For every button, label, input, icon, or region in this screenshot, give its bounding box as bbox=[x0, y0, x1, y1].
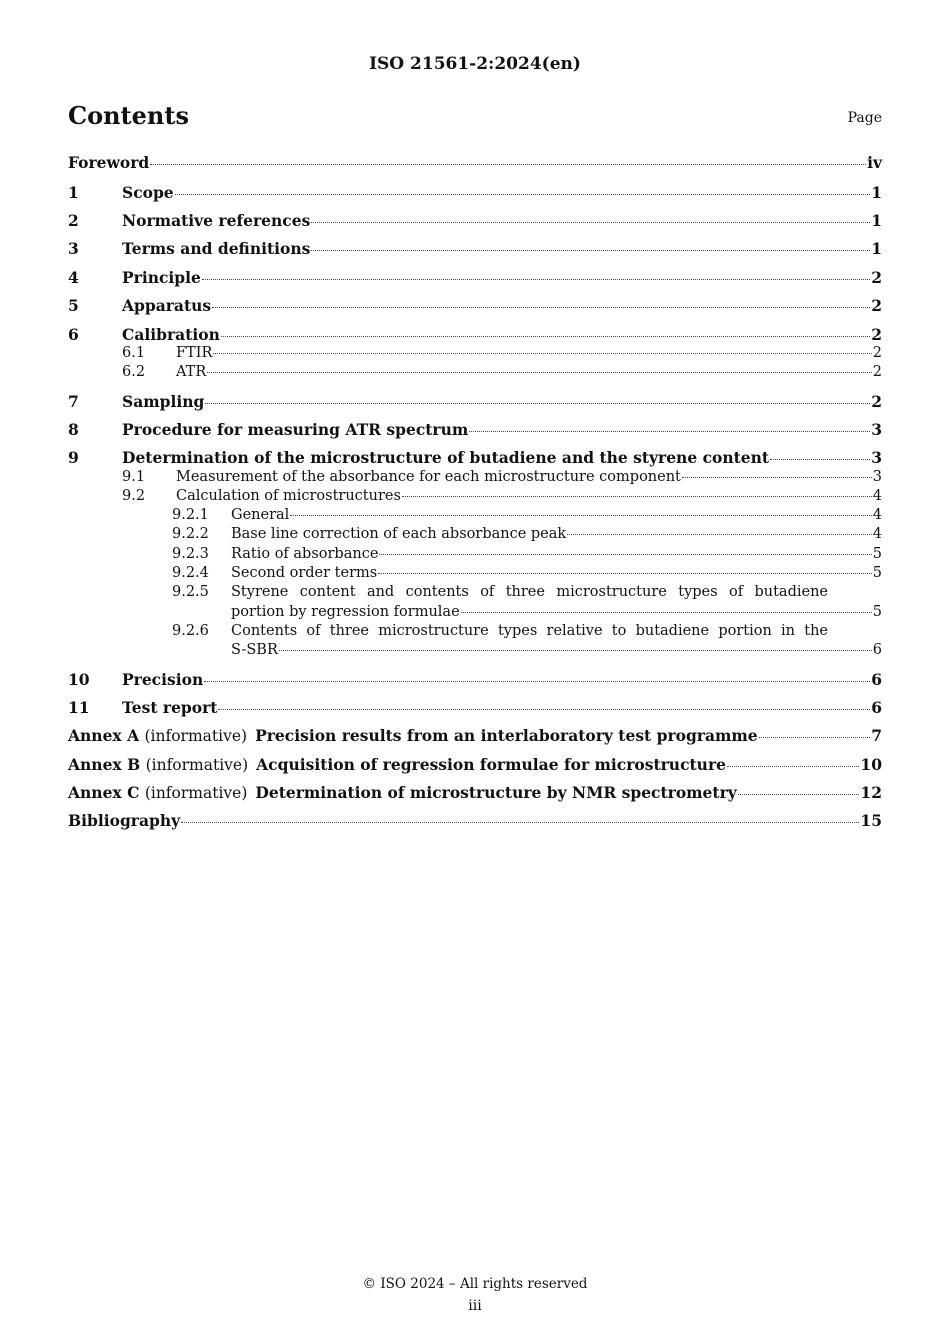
toc-number: 6.1 bbox=[122, 345, 146, 361]
toc-entry-bibliography[interactable] bbox=[68, 811, 882, 830]
toc-page: 4 bbox=[872, 526, 882, 542]
toc-number: 9.2 bbox=[122, 488, 146, 504]
toc-page: 5 bbox=[872, 565, 882, 581]
toc-title: Bibliography bbox=[68, 811, 181, 830]
toc-title: S-SBR bbox=[231, 642, 278, 658]
toc-entry-measurement-absorbance[interactable] bbox=[68, 469, 882, 485]
dot-leader bbox=[682, 477, 872, 478]
dot-leader bbox=[290, 515, 871, 516]
toc-page: 10 bbox=[860, 755, 882, 774]
toc-page: 1 bbox=[871, 183, 882, 202]
toc-entry-base-line-correction[interactable] bbox=[68, 526, 882, 542]
toc-entry-annex-c[interactable] bbox=[68, 783, 882, 802]
dot-leader bbox=[218, 709, 870, 710]
toc-entry-annex-a[interactable] bbox=[68, 726, 882, 745]
toc-page: 4 bbox=[872, 507, 882, 523]
toc-number: 2 bbox=[68, 211, 79, 230]
contents-title: Contents bbox=[68, 101, 189, 130]
dot-leader bbox=[759, 737, 871, 738]
toc-page: 6 bbox=[871, 698, 882, 717]
document-id-header: ISO 21561-2:2024(en) bbox=[369, 54, 581, 74]
toc-number: 6 bbox=[68, 325, 79, 344]
page-column-label: Page bbox=[847, 110, 882, 126]
dot-leader bbox=[469, 431, 870, 432]
dot-leader bbox=[175, 194, 871, 195]
toc-title: Precision results from an interlaboratory test programme bbox=[255, 726, 758, 745]
toc-page: 2 bbox=[872, 345, 882, 361]
toc-title: Terms and definitions bbox=[122, 239, 311, 258]
toc-page: 3 bbox=[871, 448, 882, 467]
annex-label: Annex C bbox=[68, 783, 140, 802]
toc-page: 2 bbox=[871, 392, 882, 411]
toc-page: 5 bbox=[872, 604, 882, 620]
toc-entry-second-order-terms[interactable] bbox=[68, 565, 882, 581]
toc-number: 7 bbox=[68, 392, 79, 411]
toc-title: Scope bbox=[122, 183, 174, 202]
toc-entry-determination[interactable] bbox=[68, 448, 882, 467]
toc-title: Acquisition of regression formulae for microstructure bbox=[256, 755, 726, 774]
dot-leader bbox=[379, 554, 871, 555]
toc-title: Procedure for measuring ATR spectrum bbox=[122, 420, 469, 439]
toc-entry-apparatus[interactable] bbox=[68, 296, 882, 315]
toc-entry-calibration[interactable] bbox=[68, 325, 882, 344]
toc-entry-styrene-content-line2[interactable] bbox=[68, 604, 882, 620]
toc-number: 11 bbox=[68, 698, 90, 717]
toc-title: Apparatus bbox=[122, 296, 212, 315]
dot-leader bbox=[727, 766, 859, 767]
dot-leader bbox=[212, 307, 870, 308]
toc-page: 6 bbox=[871, 670, 882, 689]
toc-title: Calibration bbox=[122, 325, 220, 344]
toc-entry-ratio-absorbance[interactable] bbox=[68, 546, 882, 562]
toc-entry-test-report[interactable] bbox=[68, 698, 882, 717]
toc-entry-sampling[interactable] bbox=[68, 392, 882, 411]
toc-title: Test report bbox=[122, 698, 218, 717]
toc-number: 1 bbox=[68, 183, 79, 202]
toc-title: General bbox=[231, 507, 290, 523]
toc-title: Determination of the microstructure of butadiene and the styrene content bbox=[122, 448, 770, 467]
dot-leader bbox=[311, 250, 870, 251]
toc-number: 9.2.2 bbox=[172, 526, 209, 542]
dot-leader bbox=[402, 496, 872, 497]
toc-number: 9.2.6 bbox=[172, 623, 209, 639]
dot-leader bbox=[461, 612, 872, 613]
page-number: iii bbox=[468, 1298, 482, 1314]
toc-entry-terms-definitions[interactable] bbox=[68, 239, 882, 258]
dot-leader bbox=[207, 372, 871, 373]
toc-number: 10 bbox=[68, 670, 90, 689]
dot-leader bbox=[279, 650, 872, 651]
toc-number: 4 bbox=[68, 268, 79, 287]
dot-leader bbox=[213, 353, 871, 354]
toc-page: 2 bbox=[872, 364, 882, 380]
toc-entry-general[interactable] bbox=[68, 507, 882, 523]
toc-page: iv bbox=[867, 153, 882, 172]
toc-title: Base line correction of each absorbance peak bbox=[231, 526, 567, 542]
toc-entry-contents-microstructure-line2[interactable] bbox=[68, 642, 882, 658]
dot-leader bbox=[202, 279, 870, 280]
toc-entry-normative-references[interactable] bbox=[68, 211, 882, 230]
toc-entry-calculation[interactable] bbox=[68, 488, 882, 504]
toc-page: 2 bbox=[871, 325, 882, 344]
toc-entry-procedure[interactable] bbox=[68, 420, 882, 439]
toc-number: 9.2.5 bbox=[172, 584, 209, 600]
toc-number: 9 bbox=[68, 448, 79, 467]
toc-number: 3 bbox=[68, 239, 79, 258]
toc-number: 9.2.3 bbox=[172, 546, 209, 562]
copyright-footer: © ISO 2024 – All rights reserved bbox=[362, 1276, 588, 1292]
toc-title: Normative references bbox=[122, 211, 311, 230]
toc-entry-foreword[interactable] bbox=[68, 153, 882, 172]
toc-title-wrapped: Styrene content and contents of three microstructure types of butadiene bbox=[231, 584, 828, 600]
dot-leader bbox=[205, 403, 870, 404]
toc-title: Foreword bbox=[68, 153, 150, 172]
toc-number: 9.2.1 bbox=[172, 507, 209, 523]
toc-title: Determination of microstructure by NMR spectrometry bbox=[255, 783, 737, 802]
toc-title: FTIR bbox=[176, 345, 213, 361]
toc-title: Ratio of absorbance bbox=[231, 546, 379, 562]
dot-leader bbox=[311, 222, 870, 223]
dot-leader bbox=[738, 794, 860, 795]
toc-number: 9.2.4 bbox=[172, 565, 209, 581]
toc-page: 5 bbox=[872, 546, 882, 562]
annex-label: Annex B bbox=[68, 755, 141, 774]
toc-title: Second order terms bbox=[231, 565, 378, 581]
toc-entry-precision[interactable] bbox=[68, 670, 882, 689]
toc-entry-principle[interactable] bbox=[68, 268, 882, 287]
toc-page: 12 bbox=[860, 783, 882, 802]
toc-title-wrapped: Contents of three microstructure types relative to butadiene portion in the bbox=[231, 623, 828, 639]
toc-page: 2 bbox=[871, 296, 882, 315]
dot-leader bbox=[567, 534, 872, 535]
toc-title: Sampling bbox=[122, 392, 205, 411]
toc-title: Calculation of microstructures bbox=[176, 488, 401, 504]
toc-page: 7 bbox=[871, 726, 882, 745]
annex-informative: (informative) bbox=[144, 727, 248, 745]
toc-number: 9.1 bbox=[122, 469, 146, 485]
toc-page: 3 bbox=[871, 420, 882, 439]
toc-number: 8 bbox=[68, 420, 79, 439]
toc-page: 3 bbox=[872, 469, 882, 485]
toc-entry-scope[interactable] bbox=[68, 183, 882, 202]
toc-page: 1 bbox=[871, 211, 882, 230]
annex-informative: (informative) bbox=[144, 784, 248, 802]
dot-leader bbox=[150, 164, 866, 165]
dot-leader bbox=[204, 681, 870, 682]
toc-entry-ftir[interactable] bbox=[68, 345, 882, 361]
toc-title: Measurement of the absorbance for each microstructure component bbox=[176, 469, 681, 485]
toc-title: portion by regression formulae bbox=[231, 604, 460, 620]
toc-page: 15 bbox=[860, 811, 882, 830]
annex-informative: (informative) bbox=[145, 756, 249, 774]
toc-page: 6 bbox=[872, 642, 882, 658]
dot-leader bbox=[181, 822, 859, 823]
toc-title: Precision bbox=[122, 670, 204, 689]
dot-leader bbox=[770, 459, 870, 460]
toc-page: 4 bbox=[872, 488, 882, 504]
annex-label: Annex A bbox=[68, 726, 140, 745]
toc-title: Principle bbox=[122, 268, 201, 287]
toc-number: 6.2 bbox=[122, 364, 146, 380]
toc-title: ATR bbox=[176, 364, 207, 380]
dot-leader bbox=[378, 573, 872, 574]
toc-page: 1 bbox=[871, 239, 882, 258]
toc-entry-atr[interactable] bbox=[68, 364, 882, 380]
toc-entry-annex-b[interactable] bbox=[68, 755, 882, 774]
toc-page: 2 bbox=[871, 268, 882, 287]
dot-leader bbox=[221, 336, 870, 337]
toc-number: 5 bbox=[68, 296, 79, 315]
